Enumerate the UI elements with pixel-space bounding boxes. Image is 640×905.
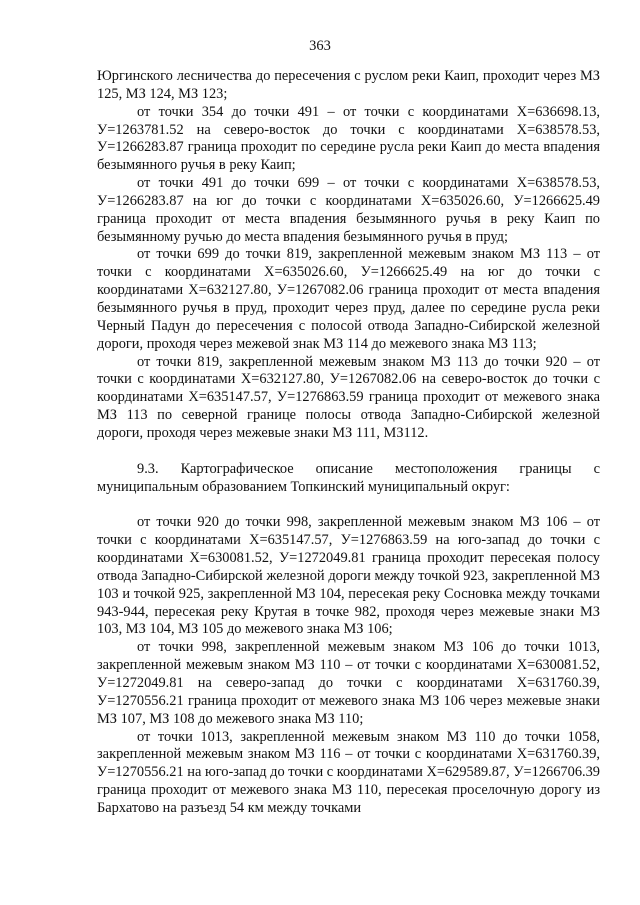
paragraph-point-354-491: от точки 354 до точки 491 – от точки с координатами Х=636698.13, У=1263781.52 на северо-восток до точки с координатами Х=638578.53, У=1266283.87 граница проходит по середине русла реки Каип до места впадения безымянного ручья в реку Каип; (97, 103, 600, 174)
section-heading-9-3: 9.3. Картографическое описание местоположения границы с муниципальным образованием Топкинский муниципальный округ: (97, 460, 600, 495)
paragraph-point-699-819: от точки 699 до точки 819, закрепленной межевым знаком МЗ 113 – от точки с координатами Х=635026.60, У=1266625.49 на юг до точки с координатами Х=632127.80, У=1267082.06 граница проходит от места впадения безымянного ручья в пруд, проходит через пруд, далее по середине русла реки Черный Падун до пересечения с полосой отвода Западно-Сибирской железной дороги, проходя через межевой знак МЗ 114 до межевого знака МЗ 113; (97, 246, 600, 352)
paragraph-point-998-1013: от точки 998, закрепленной межевым знаком МЗ 106 до точки 1013, закрепленной межевым знаком МЗ 110 – от точки с координатами Х=630081.52, У=1272049.81 на северо-запад до точки с координатами Х=631760.39, У=1270556.21 граница проходит от межевого знака МЗ 106 через межевые знаки МЗ 107, МЗ 108 до межевого знака МЗ 110; (97, 639, 600, 727)
paragraph-continuation: Юргинского лесничества до пересечения с руслом реки Каип, проходит через МЗ 125, МЗ 124, МЗ 123; (97, 68, 600, 102)
paragraph-point-819-920: от точки 819, закрепленной межевым знаком МЗ 113 до точки 920 – от точки с координатами Х=632127.80, У=1267082.06 на северо-восток до точки с координатами Х=635147.57, У=1276863.59 граница проходит от межевого знака МЗ 113 по северной границе полосы отвода Западно-Сибирской железной дороги, проходя через межевые знаки МЗ 111, МЗ112. (97, 353, 600, 441)
document-body (97, 68, 600, 818)
page-number: 363 (309, 38, 331, 54)
paragraph-point-1013-1058: от точки 1013, закрепленной межевым знаком МЗ 110 до точки 1058, закрепленной межевым знаком МЗ 116 – от точки с координатами Х=631760.39, У=1270556.21 на юго-запад до точки с координатами Х=629589.87, У=1266706.39 граница проходит от межевого знака МЗ 110, пересекая проселочную дорогу из Бархатово на разъезд 54 км между точками (97, 728, 600, 816)
paragraph-point-491-699: от точки 491 до точки 699 – от точки с координатами Х=638578.53, У=1266283.87 на юг до точки с координатами Х=635026.60, У=1266625.49 граница проходит от места впадения безымянного ручья в реку Каип по безымянному ручью до места впадения безымянного ручья в пруд; (97, 175, 600, 245)
paragraph-point-920-998: от точки 920 до точки 998, закрепленной межевым знаком МЗ 106 – от точки с координатами Х=635147.57, У=1276863.59 на юго-запад до точки с координатами Х=630081.52, У=1272049.81 граница проходит пересекая полосу отвода Западно-Сибирской железной дороги между точкой 923, закрепленной МЗ 103 и точкой 925, закрепленной МЗ 104, пересекая реку Сосновка между точками 943-944, пересекая реку Крутая в точке 982, проходя через межевые знаки МЗ 103, МЗ 104, МЗ 105 до межевого знака МЗ 106; (97, 514, 600, 638)
